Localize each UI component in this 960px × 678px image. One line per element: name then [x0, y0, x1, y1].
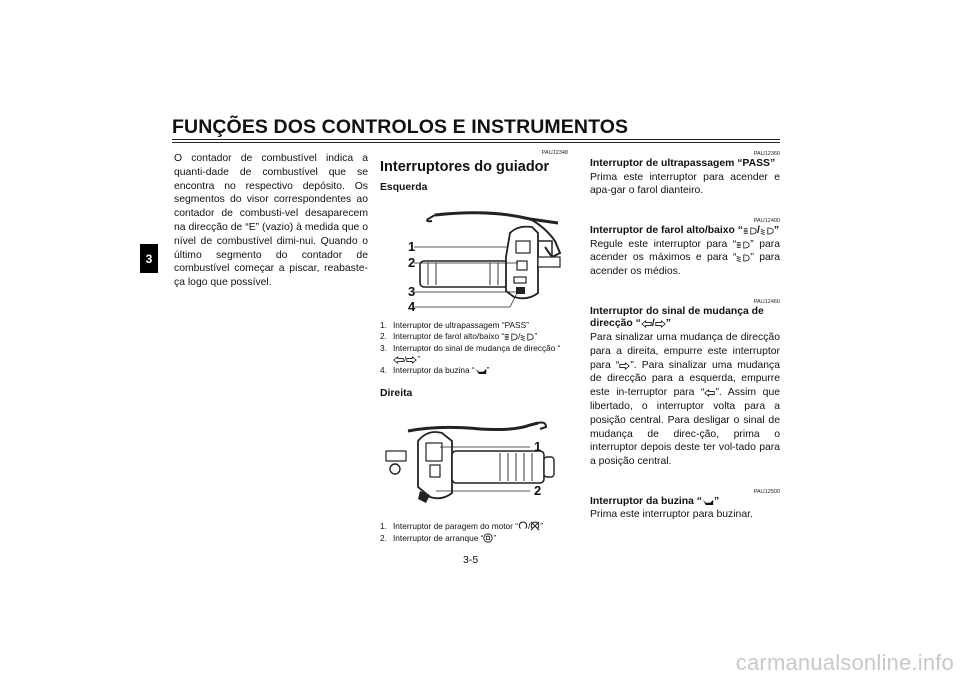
section-code: PAU12348	[541, 150, 568, 156]
pass-code: PAU12360	[753, 151, 780, 157]
start-icon	[483, 533, 493, 543]
beam-code: PAU12400	[753, 218, 780, 225]
high-beam-icon	[743, 227, 757, 235]
high-beam-icon	[736, 241, 750, 249]
beam-title: Interruptor de farol alto/baixo “ / ”	[590, 225, 780, 237]
turn-right-icon	[619, 362, 630, 370]
column-left	[174, 152, 368, 290]
title-rule-top	[172, 139, 780, 140]
low-beam-icon	[760, 227, 774, 235]
title-rule-bottom	[172, 142, 780, 143]
horn-title: Interruptor da buzina “ ”	[590, 495, 720, 507]
left-callout-4: 4	[408, 299, 416, 314]
low-beam-icon	[736, 254, 750, 262]
horn-text: Prima este interruptor para buzinar.	[590, 509, 753, 521]
engine-run-icon	[518, 521, 528, 531]
left-caption-item-2: 2. Interruptor de farol alto/baixo “ / ”	[380, 331, 538, 342]
left-handlebar-figure	[380, 197, 570, 312]
turn-text: Para sinalizar uma mudança de direcção para a direita, empurre este interruptor para “ ”. Para sinalizar uma mudança de direcção para a esquerda, empurre este in-terruptor para “ ”. Assim que libertado, o interruptor volta para a posição central. Para desligar o sinal de mudança de direc-ção, prima o interruptor depois deste ter vol-tado para a posição central.	[590, 331, 781, 468]
page-title: FUNÇÕES DOS CONTROLOS E INSTRUMENTOS	[172, 116, 629, 138]
right-handlebar-figure	[380, 403, 570, 513]
left-subtitle: Esquerda	[380, 182, 428, 193]
turn-left-icon	[704, 389, 715, 397]
page-number: 3-5	[463, 554, 479, 566]
turn-right-icon	[406, 356, 417, 364]
column-right	[590, 151, 780, 535]
right-callout-2: 2	[534, 483, 542, 499]
left-caption-item-1: 1. Interruptor de ultrapassagem “PASS”	[380, 320, 529, 330]
section-title: Interruptores do guiador	[380, 159, 550, 175]
right-subtitle: Direita	[380, 388, 413, 400]
horn-code: PAU12500	[753, 488, 780, 495]
right-callout-1: 1	[534, 439, 542, 455]
right-handlebar-illustration	[380, 403, 570, 513]
turn-signal-section	[590, 299, 780, 469]
horn-icon	[475, 367, 487, 375]
right-caption-item-1: 1. Interruptor de paragem do motor “ / ”	[380, 521, 544, 532]
turn-left-icon	[641, 320, 652, 328]
pass-title: Interruptor de ultrapassagem “PASS”	[590, 158, 776, 169]
left-callout-1: 1	[408, 239, 416, 254]
beam-switch-section	[590, 218, 780, 279]
left-callout-2: 2	[408, 255, 416, 270]
chapter-tab: 3	[140, 244, 158, 273]
left-callout-3: 3	[408, 284, 416, 299]
horn-section	[590, 489, 780, 522]
watermark[interactable]: carmanualsonline.info	[735, 650, 954, 675]
turn-left-icon	[393, 356, 404, 364]
left-caption-item-3: 3. Interruptor do sinal de mudança de direcção “/ ”	[380, 342, 561, 364]
fuel-gauge-paragraph: O contador de combustível indica a quanti-dade de combustível que se encontra no respectivo depósito. Os segmentos do visor correspondentes ao contador de combusti-vel desaparecem na direcção de “E” (vazio) à medida que o nível de combustível dimi-nui. Quando o último segmento do contador de combustível começar a piscar, reabaste-ça logo que possível.	[174, 153, 368, 289]
left-caption-list	[380, 320, 568, 376]
column-middle	[380, 150, 568, 544]
horn-icon	[702, 498, 714, 506]
pass-switch-section	[590, 151, 780, 198]
beam-text: Regule este interruptor para “ ” para acender os máximos e para “ ” para acender os médios.	[590, 238, 780, 278]
pass-text: Prima este interruptor para acender e apa-gar o farol dianteiro.	[590, 171, 780, 197]
turn-title: Interruptor do sinal de mudança de direcção “ / ”	[590, 305, 764, 330]
left-caption-item-4: 4. Interruptor da buzina “ ”	[380, 365, 490, 376]
high-beam-icon	[504, 333, 518, 341]
right-caption-item-2: 2. Interruptor de arranque “ ”	[380, 532, 497, 543]
turn-right-icon	[655, 320, 666, 328]
low-beam-icon	[520, 333, 534, 341]
engine-stop-icon	[530, 521, 540, 531]
right-caption-list	[380, 521, 568, 544]
turn-code: PAU12460	[753, 298, 780, 305]
